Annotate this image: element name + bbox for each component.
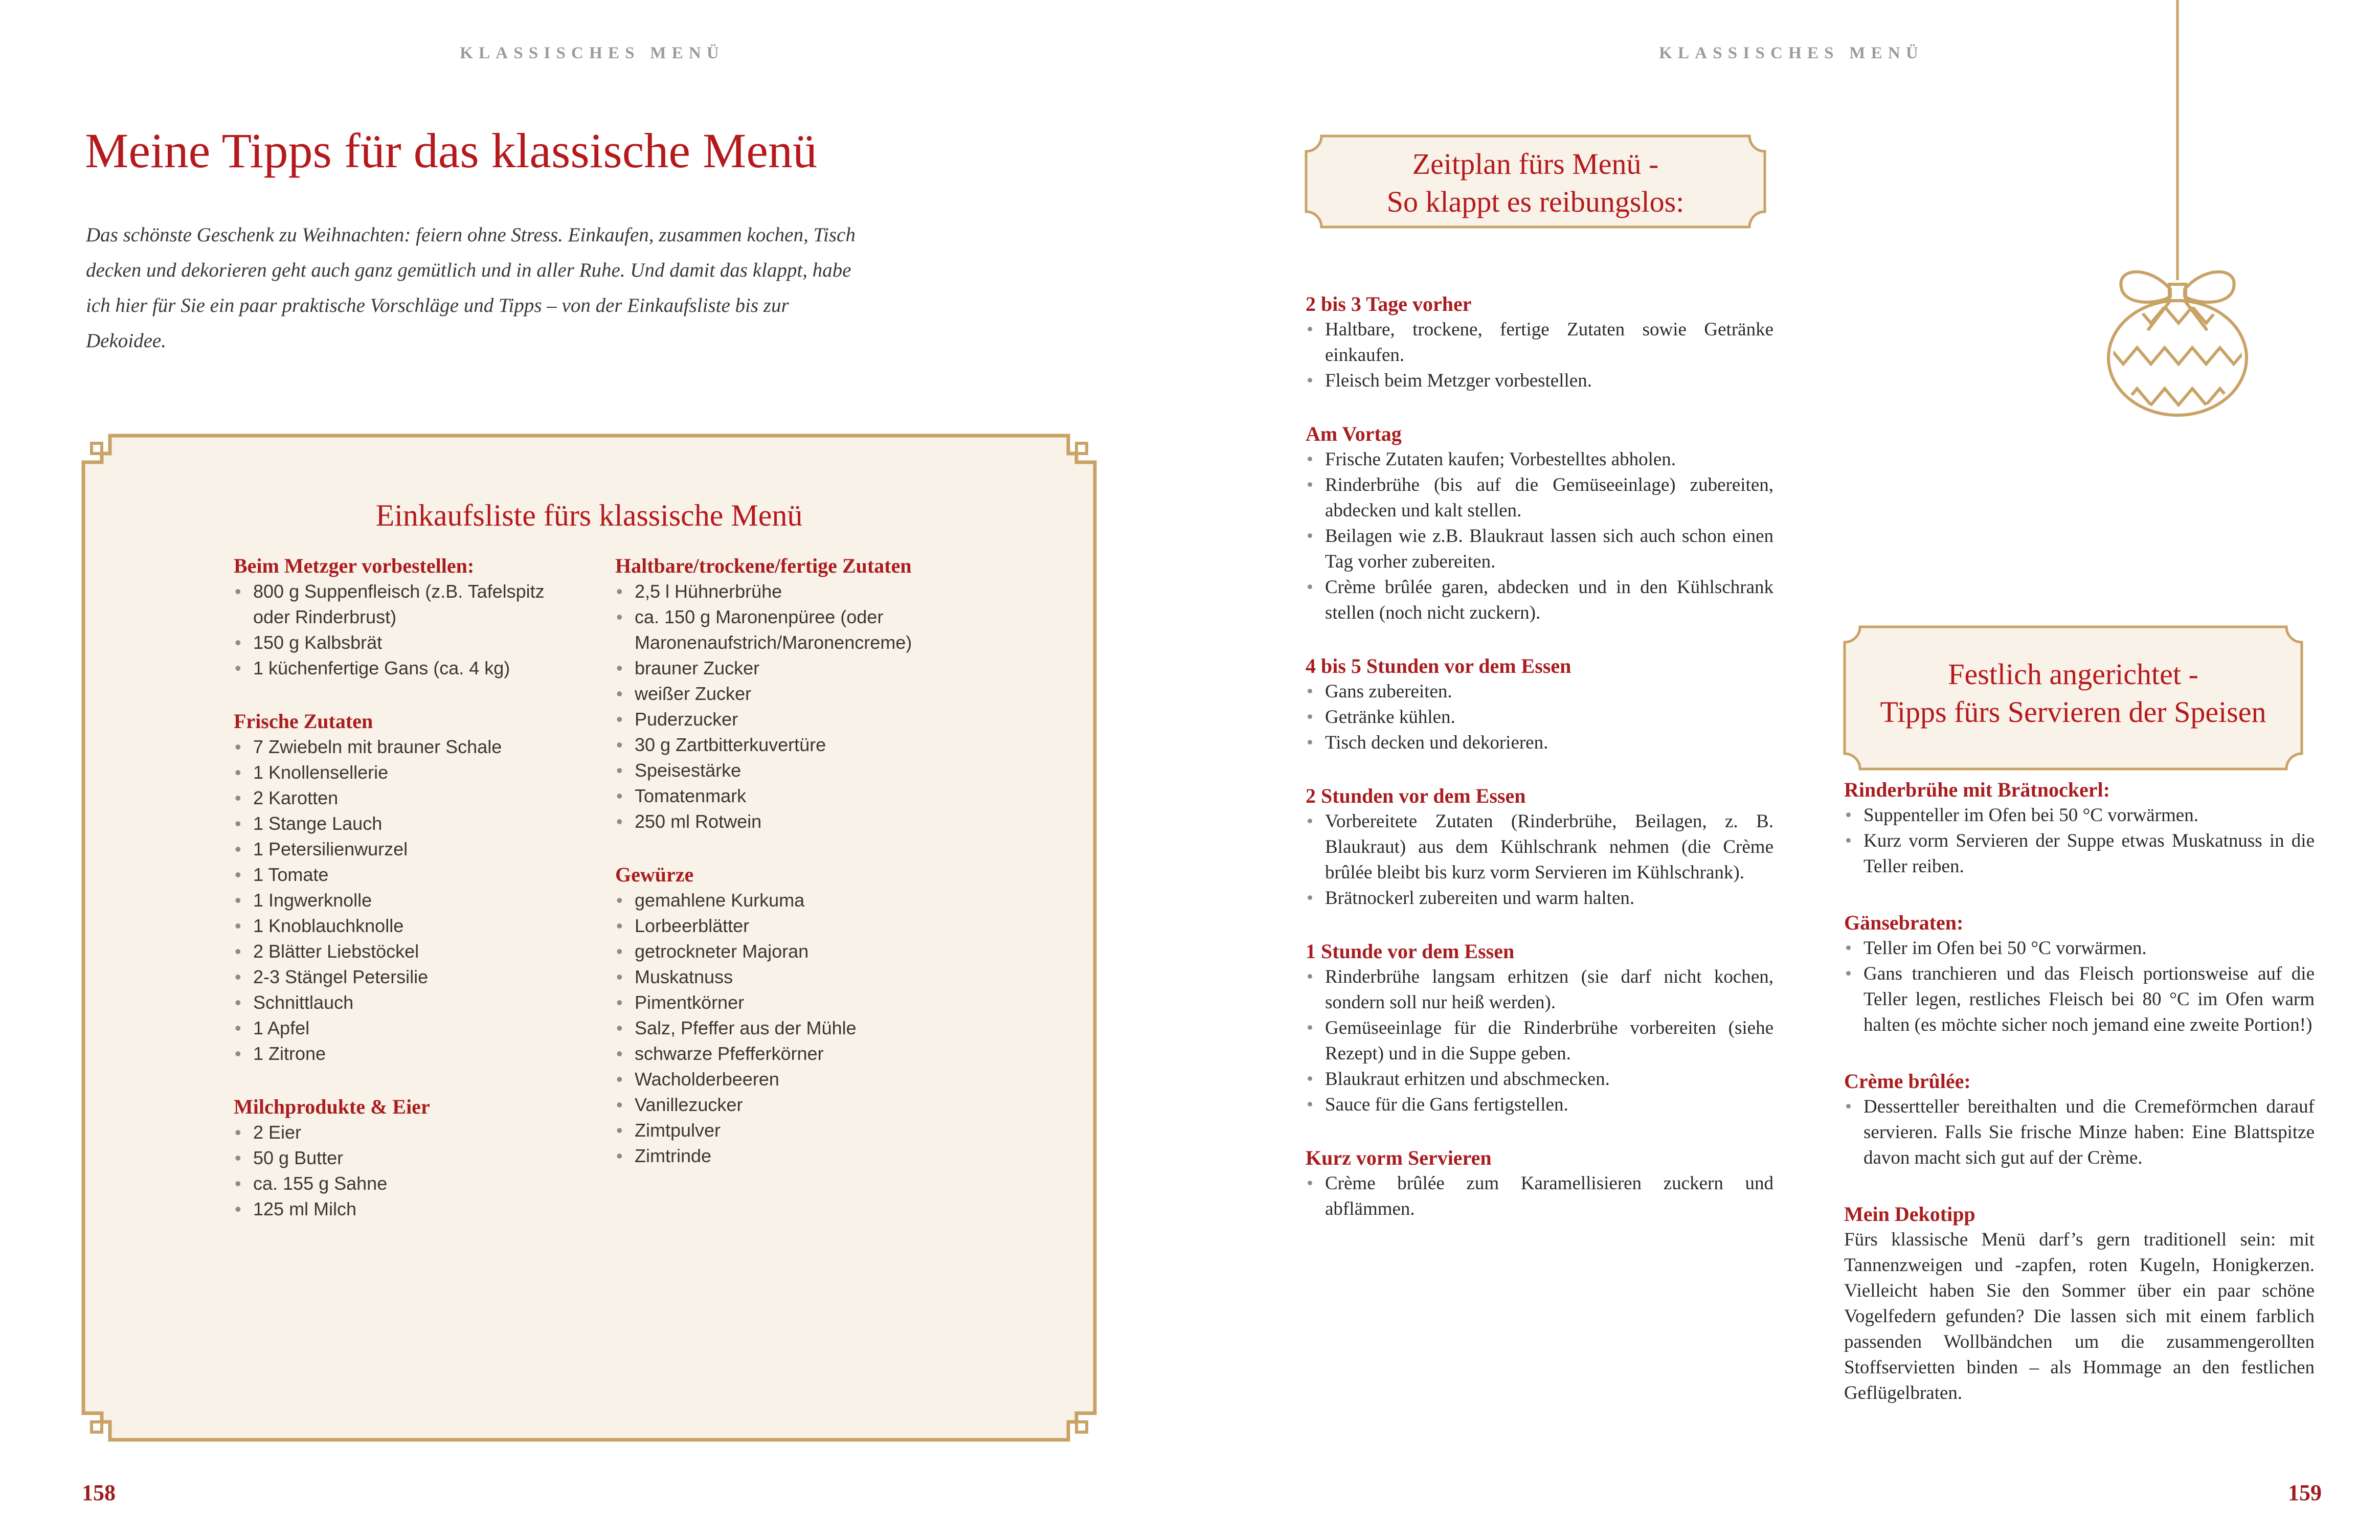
serving-box-title	[1843, 655, 2304, 731]
bullet-list	[615, 579, 994, 834]
list-item: • 1 Knollensellerie	[234, 760, 571, 785]
list-item: • Crème brûlée zum Karamellisieren zuckern und abflämmen.	[1306, 1171, 1773, 1222]
list-item: • Suppenteller im Ofen bei 50 °C vorwärmen.	[1844, 803, 2315, 828]
list-item: • Beilagen wie z.B. Blaukraut lassen sich auch schon einen Tag vorher zubereiten.	[1306, 524, 1773, 575]
list-item: • Speisestärke	[615, 758, 994, 783]
content-section	[1844, 910, 2315, 1038]
list-item: • Vorbereitete Zutaten (Rinderbrühe, Beilagen, z. B. Blaukraut) aus dem Kühlschrank nehmen (die Crème brûlée bleibt bis kurz vorm Servieren im Kühlschrank).	[1306, 809, 1773, 886]
schedule-title-box	[1304, 134, 1767, 229]
bullet-list	[1306, 679, 1773, 756]
list-item: • Getränke kühlen.	[1306, 705, 1773, 730]
list-item: • Zimtrinde	[615, 1143, 994, 1169]
list-item: • Vanillezucker	[615, 1092, 994, 1118]
list-item: • 1 Stange Lauch	[234, 811, 571, 836]
list-item: • Gans tranchieren und das Fleisch portionsweise auf die Teller legen, restliches Fleisch bei 80 °C im Ofen warm halten (es möchte sicher noch jemand eine zweite Portion!)	[1844, 961, 2315, 1038]
list-item: • weißer Zucker	[615, 681, 994, 707]
bullet-list	[234, 579, 571, 681]
list-item: • Sauce für die Gans fertigstellen.	[1306, 1092, 1773, 1118]
bullet-list	[1306, 1171, 1773, 1222]
list-item: • Wacholderbeeren	[615, 1067, 994, 1092]
page-number-right: 159	[2288, 1480, 2322, 1505]
list-item: • 1 Petersilienwurzel	[234, 836, 571, 862]
list-item: • 250 ml Rotwein	[615, 809, 994, 834]
bullet-list	[1306, 317, 1773, 394]
content-section	[1306, 421, 1773, 626]
section-heading: Beim Metzger vorbestellen:	[234, 554, 475, 577]
list-item: • schwarze Pfefferkörner	[615, 1041, 994, 1067]
bullet-list	[1844, 1094, 2315, 1171]
list-item: • 125 ml Milch	[234, 1196, 571, 1222]
bullet-list	[1306, 809, 1773, 911]
list-item: • 7 Zwiebeln mit brauner Schale	[234, 734, 571, 760]
content-section	[1844, 1202, 2315, 1406]
section-heading: Gewürze	[615, 863, 694, 886]
content-section	[234, 709, 571, 1067]
page-number-left: 158	[82, 1480, 116, 1505]
serving-title-box	[1843, 625, 2304, 771]
shopping-column-right	[615, 553, 994, 1169]
bullet-list	[234, 1120, 571, 1222]
page-title: Meine Tipps für das klassische Menü	[85, 123, 817, 178]
content-section	[234, 553, 571, 681]
content-section	[234, 1094, 571, 1222]
list-item: • Schnittlauch	[234, 990, 571, 1015]
list-item: • Blaukraut erhitzen und abschmecken.	[1306, 1067, 1773, 1092]
shopping-column-left	[234, 553, 571, 1222]
left-running-head: KLASSISCHES MENÜ	[460, 44, 725, 62]
section-heading: Am Vortag	[1306, 422, 1402, 445]
section-heading: Kurz vorm Servieren	[1306, 1146, 1492, 1169]
schedule-box-title-line1: Zeitplan fürs Menü -	[1412, 147, 1659, 180]
serving-box-title-line2: Tipps fürs Servieren der Speisen	[1880, 695, 2266, 729]
list-item: • 2 Blätter Liebstöckel	[234, 939, 571, 964]
list-item: • Rinderbrühe langsam erhitzen (sie darf nicht kochen, sondern soll nur heiß werden).	[1306, 964, 1773, 1015]
christmas-bauble-icon	[2091, 0, 2275, 460]
list-item: • Zimtpulver	[615, 1118, 994, 1143]
content-section	[1844, 1069, 2315, 1171]
bullet-list	[1844, 936, 2315, 1038]
list-item: • ca. 155 g Sahne	[234, 1171, 571, 1196]
list-item: • Lorbeerblätter	[615, 913, 994, 939]
content-section	[1306, 653, 1773, 756]
list-item: • 50 g Butter	[234, 1145, 571, 1171]
serving-box-title-line1: Festlich angerichtet -	[1948, 658, 2198, 691]
list-item: • 30 g Zartbitterkuvertüre	[615, 732, 994, 758]
schedule-box-title	[1304, 145, 1767, 221]
section-heading: 4 bis 5 Stunden vor dem Essen	[1306, 654, 1571, 677]
list-item: • getrockneter Majoran	[615, 939, 994, 964]
content-section	[1844, 777, 2315, 879]
schedule-column	[1306, 291, 1773, 1222]
list-item: • Puderzucker	[615, 707, 994, 732]
bullet-list	[1306, 447, 1773, 626]
list-item: • Kurz vorm Servieren der Suppe etwas Muskatnuss in die Teller reiben.	[1844, 828, 2315, 879]
right-running-head: KLASSISCHES MENÜ	[1659, 44, 1924, 62]
bullet-list	[1844, 803, 2315, 879]
list-item: • 1 küchenfertige Gans (ca. 4 kg)	[234, 655, 571, 681]
list-item: • 2-3 Stängel Petersilie	[234, 964, 571, 990]
content-section	[615, 862, 994, 1169]
content-section	[1306, 783, 1773, 911]
list-item: • 2,5 l Hühnerbrühe	[615, 579, 994, 604]
section-heading: 1 Stunde vor dem Essen	[1306, 940, 1515, 963]
list-item: • brauner Zucker	[615, 655, 994, 681]
list-item: • Teller im Ofen bei 50 °C vorwärmen.	[1844, 936, 2315, 961]
bullet-list	[615, 888, 994, 1169]
intro-paragraph: Das schönste Geschenk zu Weihnachten: feiern ohne Stress. Einkaufen, zusammen kochen, Tisch decken und dekorieren geht auch ganz gemütlich und in aller Ruhe. Und damit das klappt, habe ich hier für Sie ein paar praktische Vorschläge und Tipps – von der Einkaufsliste bis zur Dekoidee.	[86, 224, 856, 352]
list-item: • Brätnockerl zubereiten und warm halten.	[1306, 886, 1773, 911]
shopping-box-title: Einkaufsliste fürs klassische Menü	[375, 499, 803, 532]
list-item: • 2 Karotten	[234, 785, 571, 811]
list-item: • 800 g Suppenfleisch (z.B. Tafelspitz oder Rinderbrust)	[234, 579, 571, 630]
list-item: • Gemüseeinlage für die Rinderbrühe vorbereiten (siehe Rezept) und in die Suppe geben.	[1306, 1015, 1773, 1067]
serving-column	[1844, 777, 2315, 1406]
schedule-box-title-line2: So klappt es reibungslos:	[1386, 185, 1685, 218]
list-item: • Crème brûlée garen, abdecken und in den Kühlschrank stellen (noch nicht zuckern).	[1306, 575, 1773, 626]
section-heading: Mein Dekotipp	[1844, 1203, 1975, 1226]
section-heading: Rinderbrühe mit Brätnockerl:	[1844, 778, 2110, 801]
content-section	[1306, 291, 1773, 394]
bullet-list	[234, 734, 571, 1067]
content-section	[1306, 1145, 1773, 1222]
section-heading: 2 bis 3 Tage vorher	[1306, 292, 1472, 315]
list-item: • gemahlene Kurkuma	[615, 888, 994, 913]
list-item: • 1 Apfel	[234, 1015, 571, 1041]
list-item: • Pimentkörner	[615, 990, 994, 1015]
content-section	[615, 553, 994, 834]
section-heading: Frische Zutaten	[234, 710, 373, 733]
list-item: • 2 Eier	[234, 1120, 571, 1145]
list-item: • 1 Ingwerknolle	[234, 888, 571, 913]
list-item: • Dessertteller bereithalten und die Cremeförmchen darauf servieren. Falls Sie frische Minze haben: Eine Blattspitze davon macht sich gut auf der Crème.	[1844, 1094, 2315, 1171]
list-item: • Muskatnuss	[615, 964, 994, 990]
section-heading: Haltbare/trockene/fertige Zutaten	[615, 554, 912, 577]
list-item: • 1 Knoblauchknolle	[234, 913, 571, 939]
section-heading: Gänsebraten:	[1844, 911, 1964, 934]
list-item: • Tisch decken und dekorieren.	[1306, 730, 1773, 756]
list-item: • 150 g Kalbsbrät	[234, 630, 571, 655]
list-item: • Salz, Pfeffer aus der Mühle	[615, 1015, 994, 1041]
section-body: Fürs klassische Menü darf’s gern traditionell sein: mit Tannenzweigen und -zapfen, roten Kugeln, Honigkerzen. Vielleicht haben Sie den Sommer über ein paar schöne Vogelfedern gefunden? Die lassen sich mit einem farblich passenden Wollbändchen um die zusammengerollten Stoffservietten binden – als Hommage an den festlichen Geflügelbraten.	[1844, 1229, 2315, 1403]
list-item: • ca. 150 g Maronenpüree (oder Maronenaufstrich/Maronencreme)	[615, 604, 994, 655]
section-heading: 2 Stunden vor dem Essen	[1306, 784, 1526, 807]
list-item: • Fleisch beim Metzger vorbestellen.	[1306, 368, 1773, 394]
list-item: • Haltbare, trockene, fertige Zutaten sowie Getränke einkaufen.	[1306, 317, 1773, 368]
list-item: • 1 Tomate	[234, 862, 571, 888]
list-item: • Tomatenmark	[615, 783, 994, 809]
section-heading: Milchprodukte & Eier	[234, 1095, 430, 1118]
list-item: • Gans zubereiten.	[1306, 679, 1773, 705]
list-item: • Frische Zutaten kaufen; Vorbestelltes abholen.	[1306, 447, 1773, 472]
section-heading: Crème brûlée:	[1844, 1070, 1971, 1093]
bullet-list	[1306, 964, 1773, 1118]
shopping-list-box	[80, 433, 1098, 1443]
list-item: • 1 Zitrone	[234, 1041, 571, 1067]
list-item: • Rinderbrühe (bis auf die Gemüseeinlage) zubereiten, abdecken und kalt stellen.	[1306, 472, 1773, 524]
content-section	[1306, 939, 1773, 1118]
